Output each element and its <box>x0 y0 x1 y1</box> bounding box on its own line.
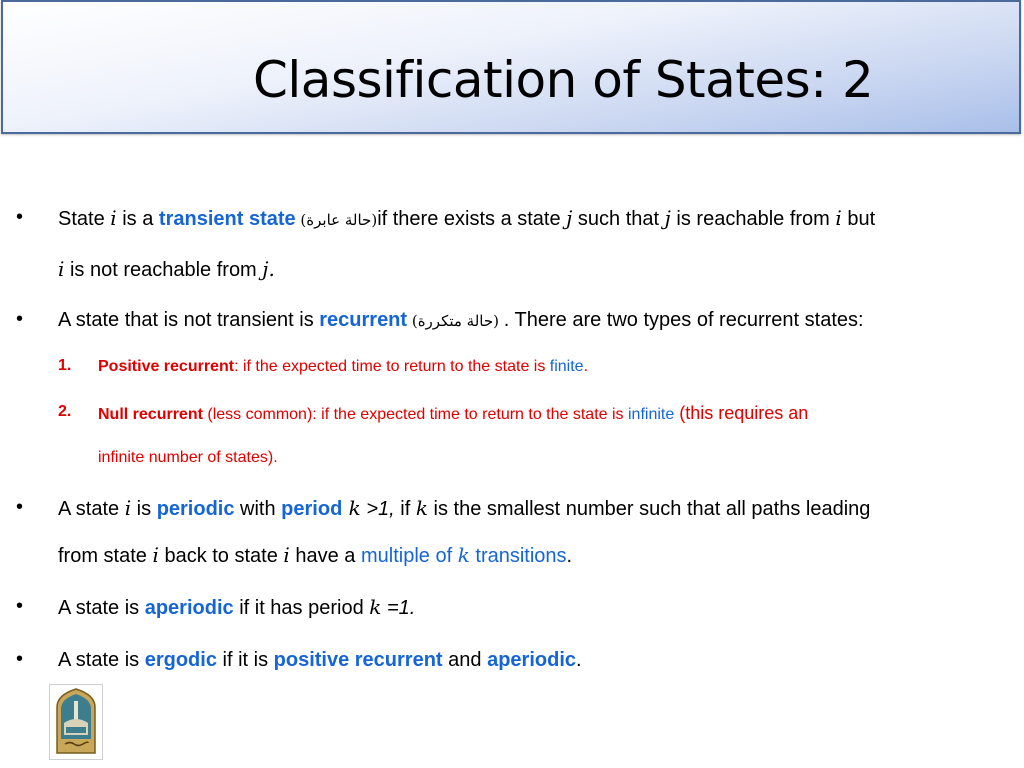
text: if it is <box>216 649 274 671</box>
text: is <box>131 498 157 520</box>
text: have a <box>289 545 361 567</box>
bullet-marker: • <box>16 496 24 518</box>
bullet-3-line-1 <box>58 496 870 521</box>
bullet-marker: • <box>16 308 24 330</box>
math-var: j <box>664 206 671 230</box>
math-var: i <box>152 543 159 567</box>
term-positive-recurrent: positive recurrent <box>273 649 443 671</box>
text: if there exists a state <box>377 208 567 230</box>
bullet-3-line-2 <box>58 543 572 568</box>
text: but <box>841 208 876 230</box>
text: A state that is not transient is <box>58 309 320 331</box>
math-var: j. <box>262 257 275 281</box>
text: State <box>58 208 111 230</box>
arabic-term: (حالة متكررة) <box>407 312 504 330</box>
text: is not reachable from <box>64 259 263 281</box>
text: : if the expected time to return to the state is <box>234 358 550 375</box>
text: is the smallest number such that all paths leading <box>427 498 871 520</box>
bullet-marker: • <box>16 206 24 228</box>
text: A state <box>58 498 125 520</box>
text: is a <box>116 208 159 230</box>
numbered-item-2-line-1 <box>98 401 808 427</box>
text: back to state <box>158 545 284 567</box>
term-aperiodic: aperiodic <box>487 649 576 671</box>
text: . There are two types of recurrent states: <box>503 309 864 331</box>
bullet-marker: • <box>16 648 24 670</box>
math-var: k <box>457 543 470 567</box>
text: . <box>576 649 582 671</box>
bullet-4-line <box>58 595 415 620</box>
text: if it has period <box>233 597 370 619</box>
math-var: k <box>369 595 382 619</box>
text: (less common): if the expected time to return to the state is <box>202 406 628 423</box>
term-transitions: transitions <box>469 545 567 567</box>
university-emblem-icon <box>50 685 102 759</box>
math-var: i <box>124 496 132 520</box>
term-aperiodic: aperiodic <box>144 597 234 619</box>
numbered-item-2-line-2 <box>98 446 278 470</box>
term-infinite: infinite <box>628 406 675 423</box>
math-var: i <box>58 257 65 281</box>
math-var: j <box>566 206 573 230</box>
term-period: period <box>281 498 343 520</box>
text: if <box>394 498 416 520</box>
math-var: k <box>342 496 361 520</box>
list-number: 2. <box>58 403 72 420</box>
text: such that <box>572 208 665 230</box>
text: . <box>566 545 573 567</box>
term-finite: finite <box>549 358 584 375</box>
text: and <box>442 649 488 671</box>
term-multiple-of: multiple of <box>360 545 458 567</box>
bullet-1-line-1 <box>58 206 875 232</box>
term-periodic: periodic <box>156 498 235 520</box>
math-var: i <box>835 206 842 230</box>
text: . <box>583 358 589 375</box>
text: A state is <box>58 597 145 619</box>
math-var: i <box>110 206 117 230</box>
term-null-recurrent: Null recurrent <box>98 406 203 423</box>
list-number: 1. <box>58 357 72 374</box>
term-positive-recurrent: Positive recurrent <box>98 358 235 375</box>
text: is reachable from <box>670 208 836 230</box>
text: A state is <box>58 649 145 671</box>
math-expr: =1. <box>381 597 416 619</box>
text: (this requires an <box>674 403 809 423</box>
math-var: i <box>283 543 290 567</box>
arabic-term: (حالة عابرة) <box>295 211 378 229</box>
bullet-1-line-2 <box>58 257 275 282</box>
bullet-marker: • <box>16 595 24 617</box>
slide-title: Classification of States: 2 <box>253 51 874 109</box>
bullet-5-line <box>58 648 582 672</box>
numbered-item-1 <box>98 355 588 379</box>
university-logo <box>49 684 103 760</box>
math-var: k <box>415 496 428 520</box>
bullet-2-line <box>58 308 864 333</box>
text: with <box>234 498 282 520</box>
math-expr: >1, <box>360 498 395 520</box>
text: infinite number of states). <box>98 449 278 466</box>
term-transient-state: transient state <box>158 208 296 230</box>
term-recurrent: recurrent <box>319 309 408 331</box>
text: from state <box>58 545 153 567</box>
term-ergodic: ergodic <box>144 649 217 671</box>
